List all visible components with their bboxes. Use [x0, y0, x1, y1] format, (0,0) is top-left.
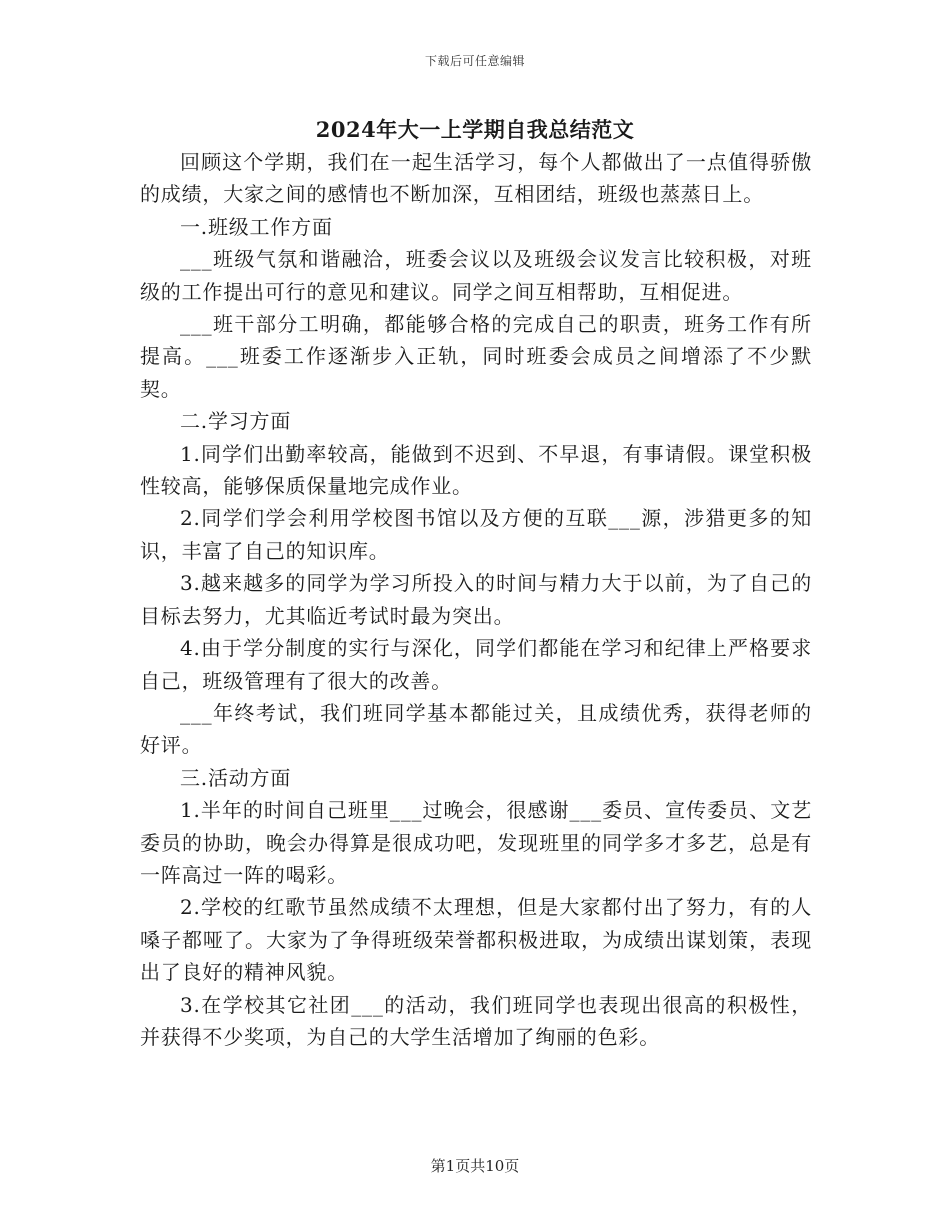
intro-paragraph: 回顾这个学期，我们在一起生活学习，每个人都做出了一点值得骄傲的成绩，大家之间的感情也不断加深，互相团结，班级也蒸蒸日上。 — [140, 150, 812, 207]
list-item: 1.同学们出勤率较高，能做到不迟到、不早退，有事请假。课堂积极性较高，能够保质保量地完成作业。 — [140, 441, 812, 499]
document-body — [140, 146, 812, 1053]
list-item: 2.学校的红歌节虽然成绩不太理想，但是大家都付出了努力，有的人嗓子都哑了。大家为了争得班级荣誉都积极进取，为成绩出谋划策，表现出了良好的精神风貌。 — [140, 895, 812, 985]
body-paragraph: ___年终考试，我们班同学基本都能过关，且成绩优秀，获得老师的好评。 — [140, 700, 812, 758]
list-item: 3.越来越多的同学为学习所投入的时间与精力大于以前，为了自己的目标去努力，尤其临近考试时最为突出。 — [140, 571, 812, 628]
list-item: 1.半年的时间自己班里___过晚会，很感谢___委员、宣传委员、文艺委员的协助，晚会办得算是很成功吧，发现班里的同学多才多艺，总是有一阵高过一阵的喝彩。 — [140, 798, 812, 887]
section-heading-activities: 三.活动方面 — [180, 765, 292, 790]
section-heading-study: 二.学习方面 — [180, 409, 292, 434]
download-note: 下载后可任意编辑 — [424, 54, 525, 68]
body-paragraph: ___班级气氛和谐融洽，班委会议以及班级会议发言比较积极，对班级的工作提出可行的意见和建议。同学之间互相帮助，互相促进。 — [140, 247, 812, 304]
list-item: 2.同学们学会利用学校图书馆以及方便的互联___源，涉猎更多的知识，丰富了自己的知识库。 — [140, 506, 812, 563]
section-heading-class-work: 一.班级工作方面 — [180, 214, 333, 239]
list-item: 3.在学校其它社团___的活动，我们班同学也表现出很高的积极性，并获得不少奖项，为自己的大学生活增加了绚丽的色彩。 — [140, 992, 812, 1049]
list-item: 4.由于学分制度的实行与深化，同学们都能在学习和纪律上严格要求自己，班级管理有了很大的改善。 — [140, 636, 812, 693]
document-title: 2024年大一上学期自我总结范文 — [315, 117, 635, 142]
body-paragraph: ___班干部分工明确，都能够合格的完成自己的职责，班务工作有所提高。___班委工作逐渐步入正轨，同时班委会成员之间增添了不少默契。 — [140, 312, 812, 401]
page-indicator: 第1页共10页 — [430, 1157, 520, 1175]
